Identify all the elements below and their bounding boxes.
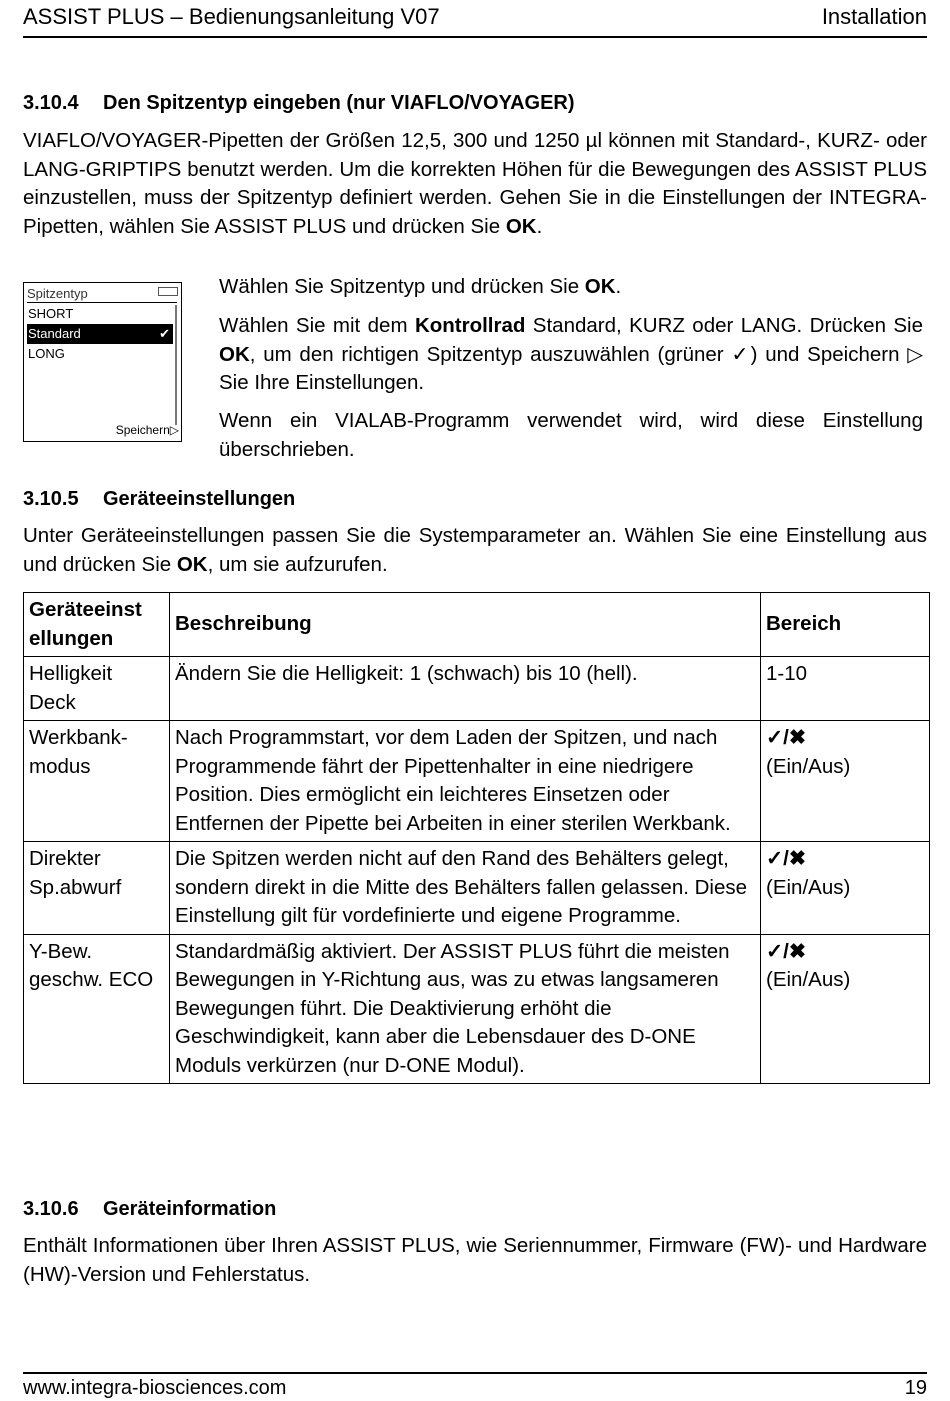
setting-description: Ändern Sie die Helligkeit: 1 (schwach) bis 10 (hell).: [170, 657, 761, 721]
header-settings: Geräteeinst ellungen: [24, 593, 170, 657]
step-3-text: Wenn ein VIALAB-Programm verwendet wird, wird diese Einstellung überschrieben.: [219, 409, 923, 461]
spitzentyp-intro: VIAFLO/VOYAGER-Pipetten der Größen 12,5, 300 und 1250 µl können mit Standard-, KURZ- oder LANG-GRIPTIPS benutzt werden. Um die korrekten Höhen für die Bewegungen des ASSIST PLUS einzustellen, muss der Spitzentyp definiert werden. Gehen Sie in die Einstellungen der INTEGRA-Pipetten, wählen Sie ASSIST PLUS und drücken Sie OK.: [23, 129, 927, 238]
setting-range: ✓/✖ (Ein/Aus): [761, 721, 930, 842]
page-footer: [23, 1372, 927, 1400]
setting-range: ✓/✖ (Ein/Aus): [761, 842, 930, 935]
table-row: [24, 657, 930, 721]
setting-range: ✓/✖ (Ein/Aus): [761, 934, 930, 1084]
battery-icon: [158, 287, 178, 296]
header-description: Beschreibung: [170, 593, 761, 657]
section-3-10-5-heading: [23, 488, 295, 511]
screen-option-short[interactable]: SHORT: [28, 306, 74, 321]
section-number: 3.10.5: [23, 488, 79, 510]
screen-save-button[interactable]: Speichern▷: [115, 423, 179, 437]
screen-title: Spitzentyp: [27, 285, 177, 303]
screen-option-standard[interactable]: Standard ✔: [27, 324, 173, 344]
header-title: ASSIST PLUS – Bedienungsanleitung V07: [23, 4, 440, 29]
section-3-10-6-heading: [23, 1198, 276, 1221]
table-header-row: [24, 593, 930, 657]
header-range: Bereich: [761, 593, 930, 657]
screen-scrollbar: [175, 305, 177, 425]
setting-name: Helligkeit Deck: [24, 657, 170, 721]
setting-description: Die Spitzen werden nicht auf den Rand des Behälters gelegt, sondern direkt in die Mitte des Behälters fallen gelassen. Diese Einstellung gilt für vordefinierte und eigene Programme.: [170, 842, 761, 935]
settings-intro: Unter Geräteeinstellungen passen Sie die Systemparameter an. Wählen Sie eine Einstellung aus und drücken Sie OK, um sie aufzurufen.: [23, 524, 927, 576]
page-number: 19: [904, 1377, 927, 1399]
check-cross-icon: ✓/✖: [766, 847, 807, 870]
setting-name: Direkter Sp.abwurf: [24, 842, 170, 935]
setting-name: Y-Bew. geschw. ECO: [24, 934, 170, 1084]
setting-description: Standardmäßig aktiviert. Der ASSIST PLUS führt die meisten Bewegungen in Y-Richtung aus, was zu etwas langsameren Bewegungen führt. Die Deaktivierung erhöht die Geschwindigkeit, kann aber die Lebensdauer des D-ONE Moduls verkürzen (nur D-ONE Modul).: [170, 934, 761, 1084]
section-title: Geräteeinstellungen: [103, 488, 296, 510]
section-title: Den Spitzentyp eingeben (nur VIAFLO/VOYAGER): [103, 92, 575, 114]
device-screen: [23, 282, 182, 442]
header-section: Installation: [821, 4, 927, 29]
device-info-text: Enthält Informationen über Ihren ASSIST PLUS, wie Seriennummer, Firmware (FW)- und Hardware (HW)-Version und Fehlerstatus.: [23, 1234, 927, 1286]
check-cross-icon: ✓/✖: [766, 939, 807, 963]
section-3-10-4-heading: [23, 92, 575, 115]
screen-option-long[interactable]: LONG: [28, 346, 65, 361]
table-row: [24, 934, 930, 1084]
step-2-text: Wählen Sie mit dem Kontrollrad Standard, KURZ oder LANG. Drücken Sie OK, um den richtigen Spitzentyp auszuwählen (grüner ✓) und Speichern ▷ Sie Ihre Einstellungen.: [219, 314, 924, 394]
section-number: 3.10.6: [23, 1198, 79, 1220]
footer-url[interactable]: www.integra-biosciences.com: [23, 1377, 287, 1399]
step-1-text: Wählen Sie Spitzentyp und drücken Sie OK.: [219, 275, 622, 298]
setting-description: Nach Programmstart, vor dem Laden der Spitzen, und nach Programmende fährt der Pipettenhalter in eine niedrigere Position. Dies ermöglicht ein leichteres Einsetzen oder Entfernen der Pipette bei Arbeiten in einer sterilen Werkbank.: [170, 721, 761, 842]
table-row: [24, 842, 930, 935]
section-number: 3.10.4: [23, 92, 79, 114]
settings-table: [23, 592, 930, 1084]
setting-name: Werkbank-modus: [24, 721, 170, 842]
check-icon: ✔: [159, 326, 170, 341]
table-row: [24, 721, 930, 842]
check-cross-icon: ✓/✖: [766, 726, 807, 749]
section-title: Geräteinformation: [103, 1198, 277, 1220]
setting-range: 1-10: [761, 657, 930, 721]
page-header: [23, 4, 927, 38]
screen-option-list: [27, 304, 173, 364]
